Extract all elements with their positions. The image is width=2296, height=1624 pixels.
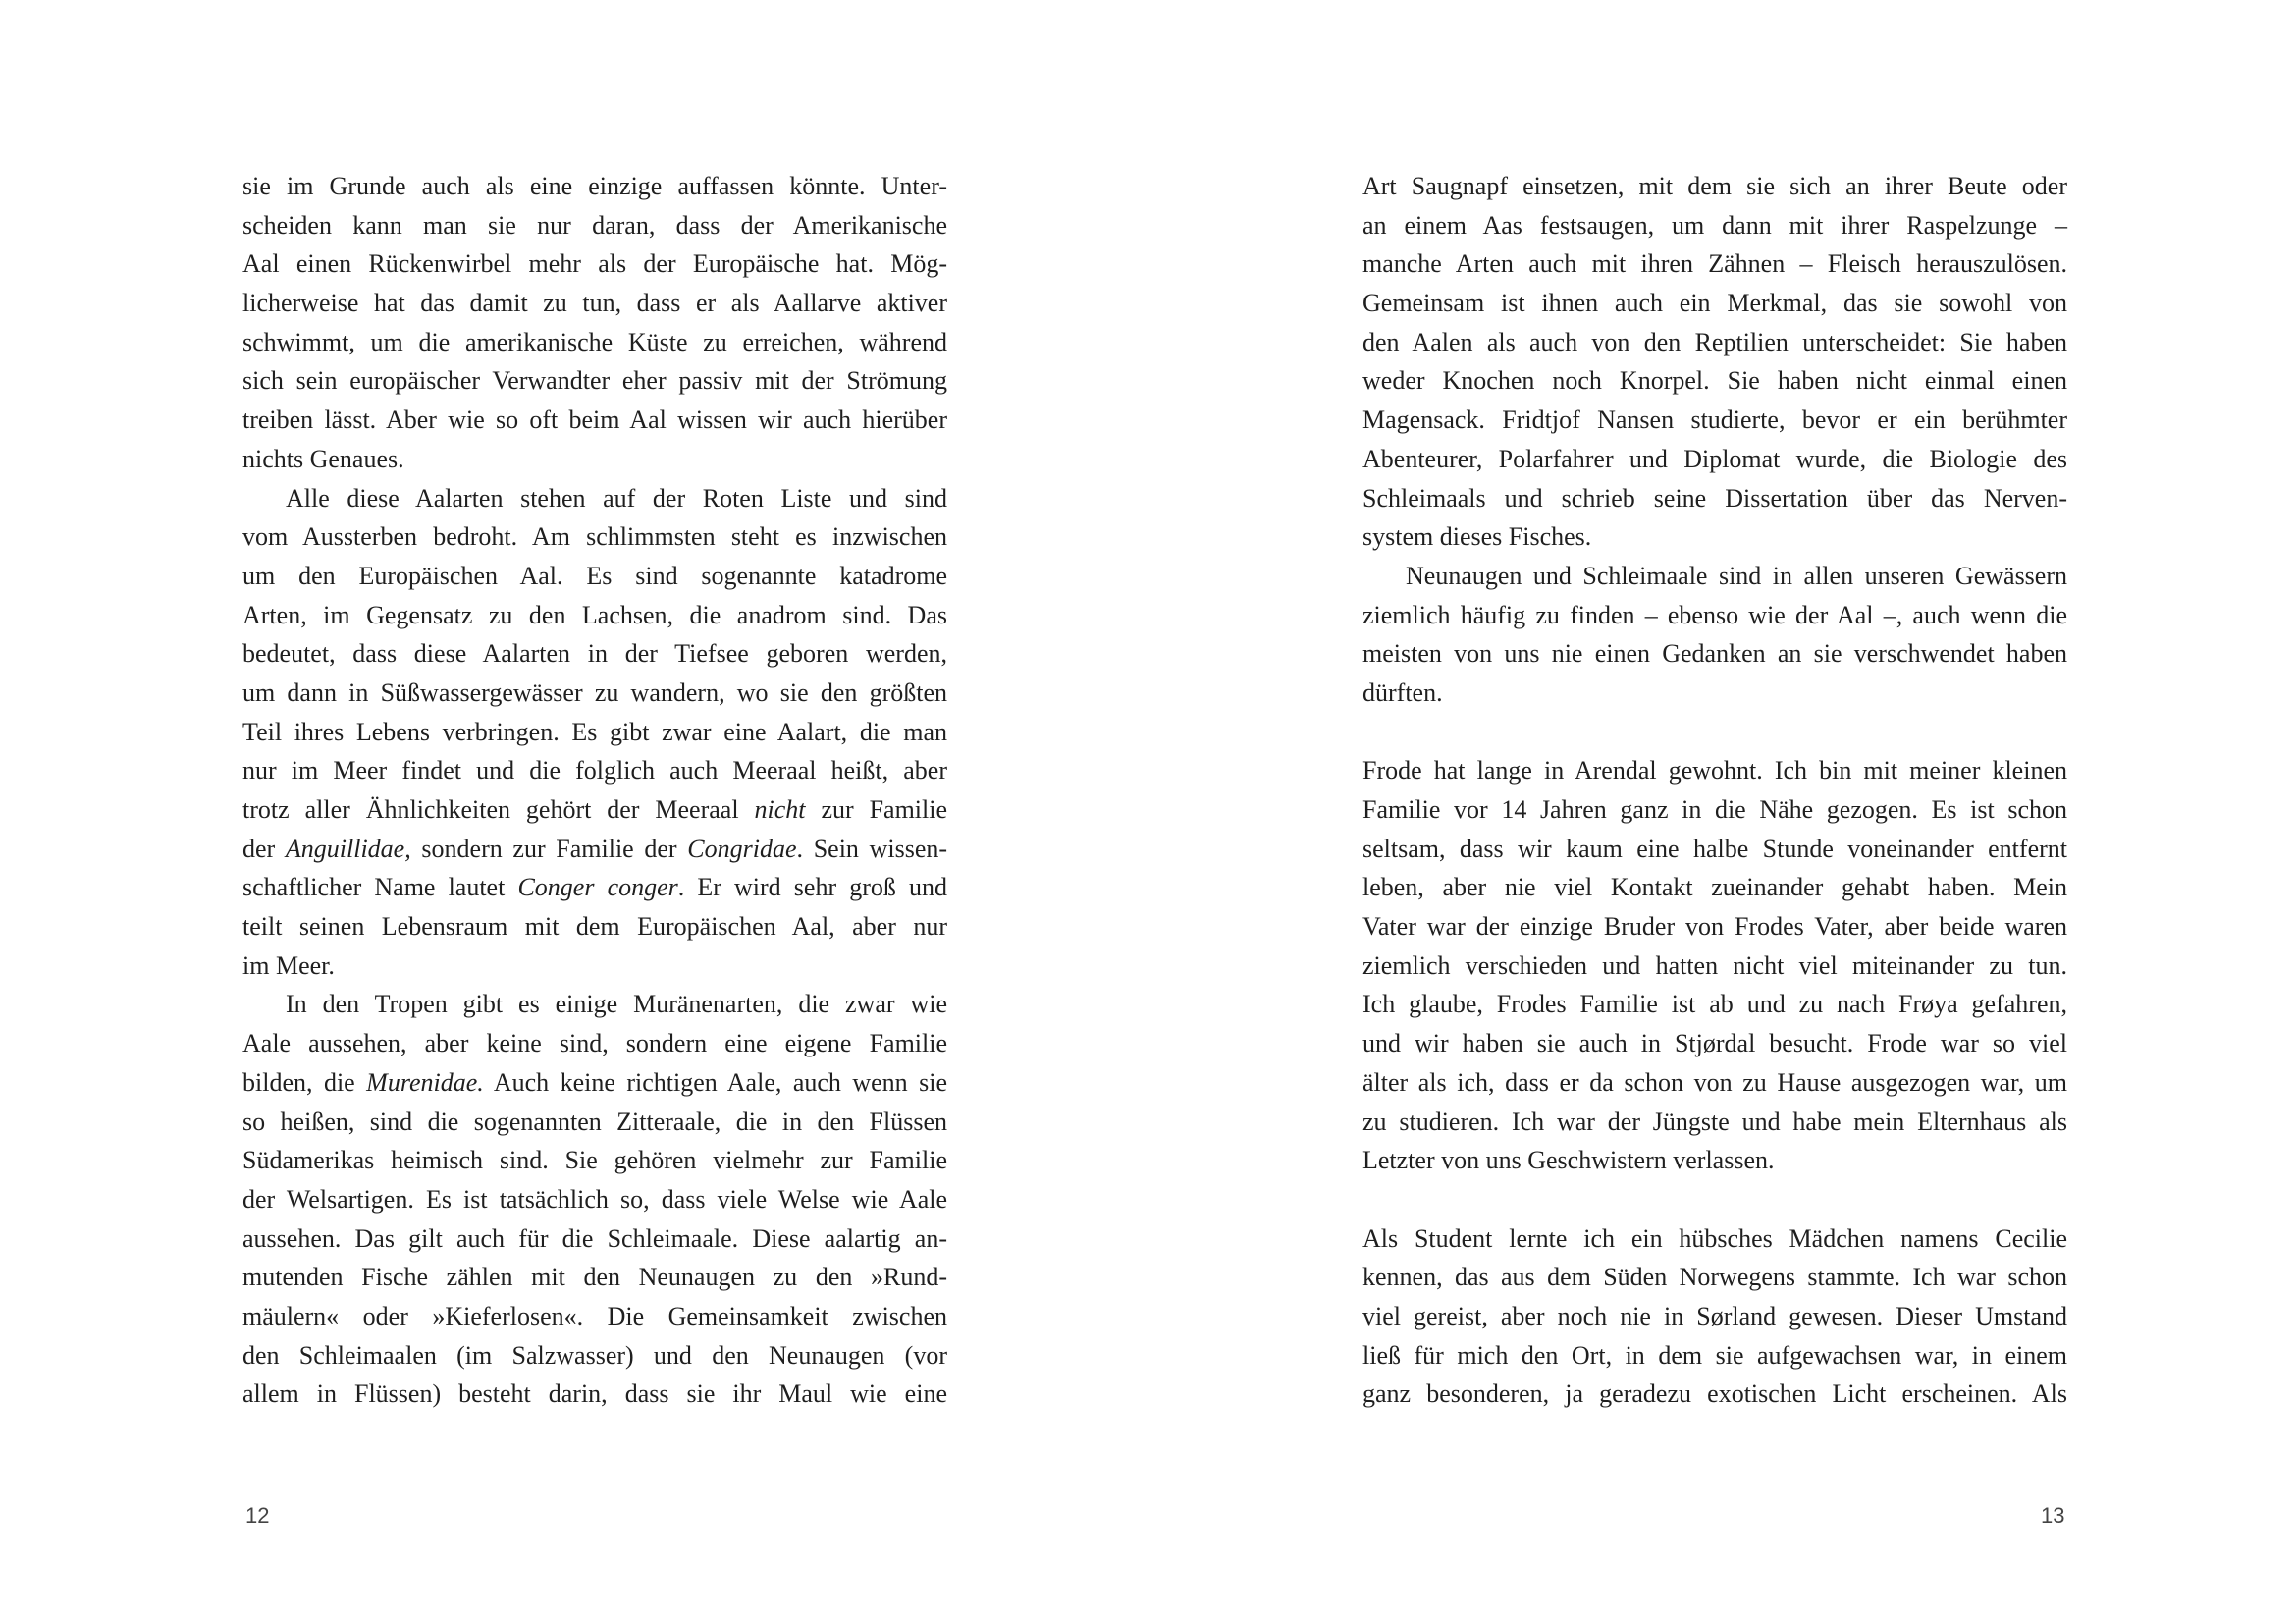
text-line: weder Knochen noch Knorpel. Sie haben nicht einmal einen [1362, 366, 2067, 396]
text-line: nichts Genaues. [242, 444, 404, 473]
text-line: so heißen, sind die sogenannten Zitteraale, die in den Flüssen [242, 1107, 947, 1136]
text-line: system dieses Fisches. [1362, 522, 1592, 552]
page-number: 12 [245, 1503, 270, 1528]
text-line: viel gereist, aber noch nie in Sørland gewesen. Dieser Umstand [1362, 1301, 2067, 1330]
italic-run: nicht [754, 795, 806, 824]
text-line: Schleimaals und schrieb seine Dissertation über das Nerven- [1362, 483, 2067, 513]
text-line: Letzter von uns Geschwistern verlassen. [1362, 1146, 1775, 1175]
text-line: sie im Grunde auch als eine einzige auffassen könnte. Unter- [242, 172, 947, 200]
text-line: und wir haben sie auch in Stjørdal besucht. Frode war so viel [1362, 1029, 2067, 1058]
text-line: Teil ihres Lebens verbringen. Es gibt zwar eine Aalart, die man [242, 717, 947, 746]
text-line: allem in Flüssen) besteht darin, dass sie ihr Maul wie eine [242, 1380, 947, 1409]
section-break [1362, 1180, 2067, 1219]
text-line: Aal einen Rückenwirbel mehr als der Europäische hat. Mög- [242, 249, 947, 279]
text-line: den Aalen als auch von den Reptilien unterscheidet: Sie haben [1362, 327, 2067, 356]
text-line: Südamerikas heimisch sind. Sie gehören vielmehr zur Familie [242, 1146, 947, 1175]
text-run: Auch keine richtigen Aale, auch wenn sie [493, 1067, 947, 1097]
text-line: um dann in Süßwassergewässer zu wandern, wo sie den größten [242, 677, 947, 707]
text-line: Als Student lernte ich ein hübsches Mädchen namens Cecilie [1362, 1223, 2067, 1253]
text-line: der Welsartigen. Es ist tatsächlich so, dass viele Welse wie Aale [242, 1184, 947, 1214]
text-line: aussehen. Das gilt auch für die Schleimaale. Diese aalartig an- [242, 1223, 947, 1253]
text-line: Gemeinsam ist ihnen auch ein Merkmal, das sie sowohl von [1362, 289, 2067, 318]
text-run: zur Familie [821, 795, 948, 824]
text-run: trotz aller Ähnlichkeiten gehört der Meeraal [242, 795, 739, 824]
right-page-text [1362, 167, 2067, 1414]
text-line: ganz besonderen, ja geradezu exotischen Licht erscheinen. Als [1362, 1380, 2067, 1409]
text-line: Magensack. Fridtjof Nansen studierte, bevor er ein berühmter [1362, 406, 2067, 435]
text-line [242, 830, 947, 869]
text-line: scheiden kann man sie nur daran, dass der Amerikanische [242, 210, 947, 240]
italic-run: Anguillidae, [285, 834, 411, 863]
italic-run: Conger conger [517, 873, 678, 902]
text-line: leben, aber nie viel Kontakt zueinander gehabt haben. Mein [1362, 873, 2067, 902]
text-line: dürften. [1362, 677, 1443, 707]
text-line: ließ für mich den Ort, in dem sie aufgewachsen war, in einem [1362, 1340, 2067, 1370]
text-line: im Meer. [242, 950, 335, 980]
text-line: licherweise hat das damit zu tun, dass er als Aallarve aktiver [242, 289, 947, 318]
text-line: zu studieren. Ich war der Jüngste und habe mein Elternhaus als [1362, 1107, 2067, 1136]
text-line: Art Saugnapf einsetzen, mit dem sie sich an ihrer Beute oder [1362, 172, 2067, 200]
text-run: der [242, 834, 276, 863]
left-page-text [242, 167, 947, 1414]
text-line: Alle diese Aalarten stehen auf der Roten Liste und sind [286, 483, 947, 513]
text-line: an einem Aas festsaugen, um dann mit ihrer Raspelzunge – [1362, 210, 2067, 240]
text-line: seltsam, dass wir kaum eine halbe Stunde voneinander entfernt [1362, 834, 2067, 863]
text-line: Arten, im Gegensatz zu den Lachsen, die anadrom sind. Das [242, 600, 947, 629]
text-line: ziemlich häufig zu finden – ebenso wie der Aal –, auch wenn die [1362, 600, 2067, 629]
text-line [242, 790, 947, 830]
text-line: mutenden Fische zählen mit den Neunaugen zu den »Rund- [242, 1263, 947, 1292]
text-run: sondern zur Familie der [421, 834, 677, 863]
text-line [242, 868, 947, 907]
italic-run: Murenidae. [366, 1067, 484, 1097]
text-line: nur im Meer findet und die folglich auch Meeraal heißt, aber [242, 756, 947, 785]
text-line: um den Europäischen Aal. Es sind sogenannte katadrome [242, 561, 947, 590]
text-line: Neunaugen und Schleimaale sind in allen unseren Gewässern [1406, 561, 2067, 590]
text-line: Frode hat lange in Arendal gewohnt. Ich bin mit meiner kleinen [1362, 756, 2067, 785]
text-line: bedeutet, dass diese Aalarten in der Tiefsee geboren werden, [242, 639, 947, 669]
page-number: 13 [2041, 1503, 2065, 1528]
text-line [242, 1063, 947, 1103]
text-line: sich sein europäischer Verwandter eher passiv mit der Strömung [242, 366, 947, 396]
text-line: mäulern« oder »Kieferlosen«. Die Gemeinsamkeit zwischen [242, 1301, 947, 1330]
text-line: manche Arten auch mit ihren Zähnen – Fleisch herauszulösen. [1362, 249, 2067, 279]
text-run: schaftlicher Name lautet [242, 873, 506, 902]
text-line: ziemlich verschieden und hatten nicht viel miteinander zu tun. [1362, 950, 2067, 980]
text-run: bilden, die [242, 1067, 355, 1097]
text-line: treiben lässt. Aber wie so oft beim Aal wissen wir auch hierüber [242, 406, 947, 435]
text-line: meisten von uns nie einen Gedanken an sie verschwendet haben [1362, 639, 2067, 669]
text-run: . Sein wissen- [796, 834, 948, 863]
text-line: vom Aussterben bedroht. Am schlimmsten steht es inzwischen [242, 522, 947, 552]
text-line: Abenteurer, Polarfahrer und Diplomat wurde, die Biologie des [1362, 444, 2067, 473]
text-line: Aale aussehen, aber keine sind, sondern eine eigene Familie [242, 1029, 947, 1058]
text-run: . Er wird sehr groß und [677, 873, 947, 902]
text-line: teilt seinen Lebensraum mit dem Europäischen Aal, aber nur [242, 912, 947, 942]
text-line: älter als ich, dass er da schon von zu Hause ausgezogen war, um [1362, 1067, 2067, 1097]
text-line: Vater war der einzige Bruder von Frodes Vater, aber beide waren [1362, 912, 2067, 942]
text-line: schwimmt, um die amerikanische Küste zu erreichen, während [242, 327, 947, 356]
text-line: Familie vor 14 Jahren ganz in die Nähe gezogen. Es ist schon [1362, 795, 2067, 824]
italic-run: Congridae [687, 834, 797, 863]
text-line: Ich glaube, Frodes Familie ist ab und zu nach Frøya gefahren, [1362, 990, 2067, 1019]
section-break [1362, 713, 2067, 752]
text-line: kennen, das aus dem Süden Norwegens stammte. Ich war schon [1362, 1263, 2067, 1292]
right-page [1148, 0, 2295, 1624]
text-line: den Schleimaalen (im Salzwasser) und den Neunaugen (vor [242, 1340, 947, 1370]
text-line: In den Tropen gibt es einige Muränenarten, die zwar wie [286, 990, 947, 1019]
